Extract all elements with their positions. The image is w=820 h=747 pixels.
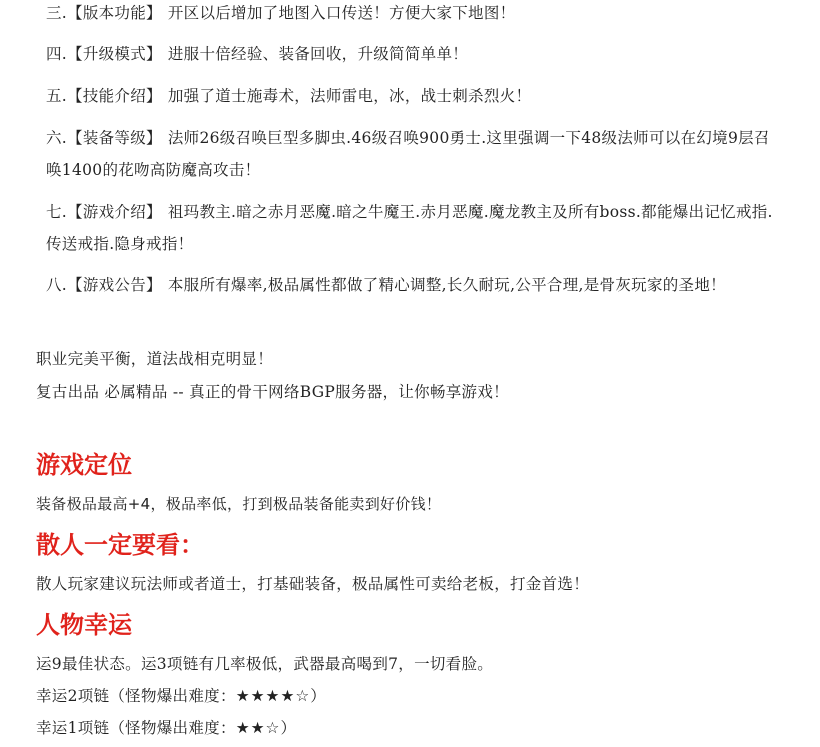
list-tag: 【装备等级】 — [67, 129, 162, 147]
luck-item-close: ） — [280, 719, 297, 737]
list-tag: 【游戏公告】 — [67, 276, 162, 294]
intro-line-balance: 职业完美平衡，道法战相克明显！ — [36, 350, 274, 368]
list-item-announcement — [46, 269, 776, 301]
list-number: 五. — [46, 87, 68, 105]
list-tag: 【游戏介绍】 — [67, 203, 162, 221]
heading-character-luck: 人物幸运 — [36, 611, 132, 639]
list-item-leveling-mode — [46, 38, 776, 70]
list-text: 进服十倍经验、装备回收，升级简简单单！ — [167, 45, 469, 63]
list-number: 七. — [46, 203, 68, 221]
list-item-version-features — [46, 0, 776, 29]
list-item-game-intro — [46, 196, 776, 260]
difficulty-stars: ★★★★☆ — [235, 687, 311, 705]
list-number: 六. — [46, 129, 68, 147]
list-number: 八. — [46, 276, 68, 294]
heading-solo-players: 散人一定要看： — [36, 531, 204, 559]
positioning-text: 装备极品最高+4，极品率低，打到极品装备能卖到好价钱！ — [36, 495, 442, 513]
list-number: 三. — [46, 4, 68, 22]
luck-item-close: ） — [310, 687, 327, 705]
list-text: 加强了道士施毒术，法师雷电，冰，战士刺杀烈火！ — [167, 87, 532, 105]
list-tag: 【版本功能】 — [67, 4, 162, 22]
list-tag: 【升级模式】 — [67, 45, 162, 63]
list-text: 开区以后增加了地图入口传送！方便大家下地图！ — [167, 4, 516, 22]
list-text: 法师26级召唤巨型多脚虫.46级召唤900勇士.这里强调一下48级法师可以在幻境9层召唤1400的花吻高防魔高攻击！ — [46, 129, 770, 179]
heading-game-positioning: 游戏定位 — [36, 451, 132, 479]
intro-line-server: 复古出品 必属精品 -- 真正的骨干网络BGP服务器，让你畅享游戏！ — [36, 383, 509, 401]
list-tag: 【技能介绍】 — [67, 87, 162, 105]
solo-text: 散人玩家建议玩法师或者道士，打基础装备，极品属性可卖给老板，打金首选！ — [36, 575, 590, 593]
luck-item-necklace-2 — [36, 684, 326, 708]
luck-item-label: 幸运2项链（怪物爆出难度： — [36, 687, 236, 705]
list-text: 本服所有爆率,极品属性都做了精心调整,长久耐玩,公平合理,是骨灰玩家的圣地！ — [167, 276, 726, 294]
list-item-equipment-levels — [46, 122, 776, 186]
luck-text: 运9最佳状态。运3项链有几率极低，武器最高喝到7，一切看脸。 — [36, 655, 494, 673]
luck-item-label: 幸运1项链（怪物爆出难度： — [36, 719, 236, 737]
list-number: 四. — [46, 45, 68, 63]
difficulty-stars: ★★☆ — [235, 719, 281, 737]
list-text: 祖玛教主.暗之赤月恶魔.暗之牛魔王.赤月恶魔.魔龙教主及所有boss.都能爆出记忆戒指.传送戒指.隐身戒指！ — [46, 203, 773, 253]
luck-item-necklace-1 — [36, 716, 296, 740]
list-item-skills — [46, 80, 776, 112]
